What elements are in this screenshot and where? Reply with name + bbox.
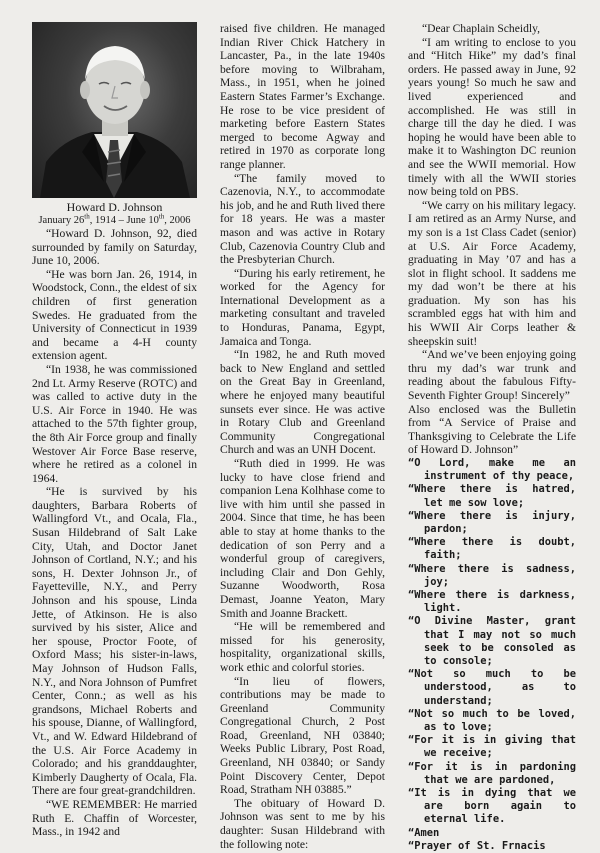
paragraph: “Dear Chaplain Scheidly,: [422, 22, 541, 35]
paragraph: “We carry on his military legacy. I am retired as an Army Nurse, and my son is a 1st Class Cadet (senior) at U.S. Air Force Academy, graduating in May ’07 and has a slot in flight school. It saddens me my dad won’t be there at his graduation. My son has his scrambled eggs hat with him and his WWII Air Corps leather & sheepskin suit!: [408, 198, 576, 348]
prayer-line: “Where there is hatred, let me sow love;: [408, 483, 576, 509]
paragraph: “The family moved to Cazenovia, N.Y., to accommodate his job, and he and Ruth lived there for 18 years. He was a master mason and was active in Rotary Club, Cazenovia Country Club and the Presbyterian Church.: [220, 171, 385, 267]
paragraph: “He was born Jan. 26, 1914, in Woodstock, Conn., the eldest of six children of first generation Swedes. He graduated from the University of Connecticut in 1939 and became a 4-H county extension agent.: [32, 267, 197, 363]
prayer-line: “For it is in giving that we receive;: [408, 734, 576, 760]
paragraph: “Ruth died in 1999. He was lucky to have close friend and companion Lena Kolhhase come to live with him until she passed in 2004. Since that time, he has been able to stay at home thanks to the dedication of son Perry and a wonderful group of caregivers, including Clair and Don Gehly, Suzanne Woodworth, Rosa Demast, Joanne Yeaton, Mary Smith and Joanne Brackett.: [220, 457, 385, 620]
paragraph: “During his early retirement, he worked for the Agency for International Development as a marketing consultant and traveled to Honduras, Panama, Egypt, Jamaica and Tonga.: [220, 266, 385, 348]
paragraph: “In 1938, he was commissioned 2nd Lt. Army Reserve (ROTC) and was called to active duty in the U.S. Air Force in 1940. He was attached to the 57th fighter group, the 8th Air Force group and finally Westover Air Force Base reserve, where he retired as a colonel in 1964.: [32, 362, 197, 485]
column-1: [32, 22, 197, 839]
paragraph: “And we’ve been enjoying going thru my dad’s war trunk and reading about the fabulous Fifty-Seventh Fighter Group! Sincerely”: [408, 348, 576, 403]
photo-caption: [32, 200, 197, 227]
prayer-of-st-francis: [408, 457, 576, 853]
prayer-line: “Not so much to be understood, as to understand;: [408, 668, 576, 707]
paragraph: raised five children. He managed Indian River Chick Hatchery in Lancaster, Pa., in the late 1940s before moving to Wilbraham, Mass., in 1951, when he joined Eastern States Farmer’s Exchange. He rose to be vice president of marketing before Eastern States merged to become Agway and retired in 1970 as corporate long range planner.: [220, 22, 385, 171]
paragraph: “I am writing to enclose to you and “Hitch Hike” my dad’s final orders. He passed away in June, 92 years young! So much he saw and lived experienced and accomplished. He was still in charge till the day he died. I was hoping he would have been able to make it to Washington DC reunion and see the WWII memorial. How timely with all the WWII stories now being told on PBS.: [408, 35, 576, 199]
prayer-line: “Where there is sadness, joy;: [408, 562, 576, 588]
portrait-photo: [32, 22, 197, 198]
paragraph: The obituary of Howard D. Johnson was sent to me by his daughter: Susan Hildebrand with the following note:: [220, 796, 385, 851]
prayer-line: “It is in dying that we are born again to eternal life.: [408, 787, 576, 826]
prayer-line: “Where there is doubt, faith;: [408, 536, 576, 562]
prayer-line: “Where there is injury, pardon;: [408, 509, 576, 536]
prayer-line: “O Divine Master, grant that I may not so much seek to be consoled as to console;: [408, 615, 576, 668]
caption-dates: January 26th, 1914 – June 10th, 2006: [38, 212, 191, 226]
paragraph: “He will be remembered and missed for his generosity, hospitality, organizational skills, work ethic and colorful stories.: [220, 620, 385, 674]
paragraph: “In lieu of flowers, contributions may be made to Greenland Community Congregational Church, 2 Post Road, Greenland, NH 03840; Weeks Public Library, Post Road, Greenland, NH 03840; or Sandy Point Discovery Center, Depot Road, Stratham NH 03885.”: [220, 674, 385, 797]
column-2: [220, 22, 385, 851]
column-3: [408, 22, 576, 853]
caption-name: Howard D. Johnson: [66, 200, 163, 214]
paragraph: “Howard D. Johnson, 92, died surrounded by family on Saturday, June 10, 2006.: [32, 227, 197, 268]
paragraph: “In 1982, he and Ruth moved back to New England and settled on the Great Bay in Greenland, where he enjoyed many beautiful sunsets ever since. He was active in Rotary Club and Greenland Community Congregational Church and was an UNH Docent.: [220, 348, 385, 457]
prayer-line: “Not so much to be loved, as to love;: [408, 707, 576, 734]
paragraph: Also enclosed was the Bulletin from “A Service of Praise and Thanksgiving to Celebrate the Life of Howard D. Johnson”: [408, 402, 576, 457]
prayer-line: “Prayer of St. Frnacis: [408, 839, 546, 852]
paragraph: “WE REMEMBER: He married Ruth E. Chaffin of Worcester, Mass., in 1942 and: [32, 797, 197, 839]
prayer-line: “O Lord, make me an instrument of thy peace,: [408, 457, 576, 483]
prayer-line: “Amen: [408, 826, 440, 839]
paragraph: “He is survived by his daughters, Barbara Roberts of Wallingford Vt., and Ocala, Fla., Susan Hildebrand of Salt Lake City, Utah, and Doctor Janet Johnson of Cortland, N.Y.; and his sons, H. Dexter Johnson Jr., of Fayetteville, N.Y., and Perry Johnson and his spouse, Linda Jette, of Atkinson. He is also survived by his sister, Alice and her spouse, Proctor Foote, of Oxford Mass; his sister-in-laws, May Johnson of Hudson Falls, N.Y., and Nora Johnson of Pumfret Center, Conn.; as well as his grandsons, Michael Roberts and his spouse, Dianne, of Wallingford, Vt., and W. Edward Hildebrand of the U.S. Air Force Academy in Colorado; and his granddaughter, Kimberly Daugherty of Ocala, Fla. There are four great-grandchildren.: [32, 485, 197, 798]
prayer-line: “Where there is darkness, light.: [408, 589, 576, 615]
prayer-line: “For it is in pardoning that we are pardoned,: [408, 760, 576, 786]
